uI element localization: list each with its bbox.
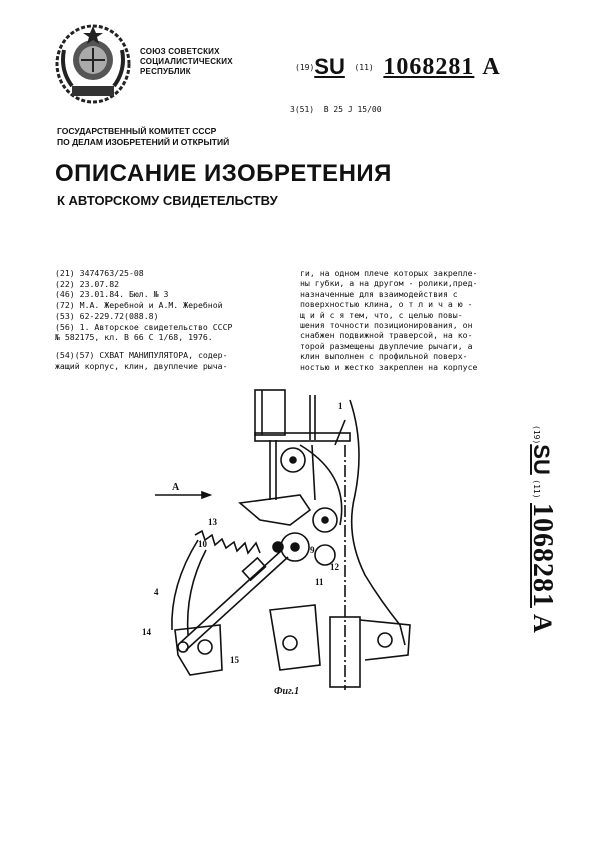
figure-label: 9	[310, 545, 315, 555]
biblio-row: № 582175, кл. В 66 С 1/68, 1976.	[55, 332, 213, 343]
country-code-tag: (19)	[295, 63, 315, 72]
abstract-line: жащий корпус, клин, двуплечие рыча-	[55, 361, 228, 371]
abstract-line: (54)(57) СХВАТ МАНИПУЛЯТОРА, содер-	[55, 350, 228, 360]
biblio-row: (53) 62-229.72(088.8)	[55, 310, 159, 321]
patent-number: 1068281	[383, 54, 475, 80]
abstract-line: назначенные для взаимодействия с	[300, 288, 458, 299]
union-line: РЕСПУБЛИК	[140, 67, 191, 76]
figure-label: 15	[230, 655, 239, 665]
abstract-line: торой размещены двуплечие рычаги, а	[300, 340, 473, 351]
publication-number	[295, 54, 500, 81]
figure-label: 1	[338, 401, 343, 411]
country-code-tag: (19)	[532, 425, 541, 445]
abstract-right	[300, 268, 530, 372]
number-tag: (11)	[532, 479, 541, 499]
abstract-line: щ и й с я тем, что, с целью повы-	[300, 309, 463, 320]
document-subtitle: К АВТОРСКОМУ СВИДЕТЕЛЬСТВУ	[57, 193, 278, 208]
union-line: СОЮЗ СОВЕТСКИХ	[140, 47, 220, 56]
country-code: SU	[529, 444, 554, 475]
figure-label: 14	[142, 627, 151, 637]
kind-code: A	[482, 54, 500, 80]
abstract-line: ги, на одном плече которых закрепле-	[300, 268, 478, 278]
side-publication-number	[518, 425, 558, 665]
committee-line: ПО ДЕЛАМ ИЗОБРЕТЕНИЙ И ОТКРЫТИЙ	[57, 137, 230, 147]
number-tag: (11)	[354, 63, 374, 72]
abstract-line: снабжен подвижной траверсой, на ко-	[300, 330, 473, 341]
biblio-row: (56) 1. Авторское свидетельство СССР	[55, 321, 233, 332]
figure-label: 13	[208, 517, 217, 527]
kind-code: A	[528, 614, 557, 633]
figure-label: A	[172, 482, 180, 493]
bibliographic-data	[55, 268, 275, 343]
document-title: ОПИСАНИЕ ИЗОБРЕТЕНИЯ	[55, 160, 392, 187]
abstract-line: клин выполнен с профильной поверх-	[300, 351, 468, 362]
figure-label: 12	[330, 562, 339, 572]
committee-line: ГОСУДАРСТВЕННЫЙ КОМИТЕТ СССР	[57, 126, 217, 136]
biblio-row: (72) М.А. Жеребной и А.М. Жеребной	[55, 300, 223, 311]
patent-number: 1068281	[527, 503, 558, 608]
figure-label: 11	[315, 577, 324, 587]
figure-label: 4	[154, 587, 159, 597]
figure-caption: Фиг.1	[274, 686, 300, 697]
figure-label: 10	[198, 539, 207, 549]
country-code: SU	[314, 54, 345, 79]
ipc-classification	[290, 105, 382, 114]
abstract-line: ны губки, а на другом - ролики,пред-	[300, 278, 478, 289]
biblio-row: (21) 3474763/25-08	[55, 268, 144, 278]
union-line: СОЦИАЛИСТИЧЕСКИХ	[140, 57, 233, 66]
biblio-row: (46) 23.01.84. Бюл. № 3	[55, 289, 169, 300]
ipc-tag: 3(51)	[290, 105, 315, 114]
biblio-row: (22) 23.07.82	[55, 278, 120, 289]
abstract-line: ностью и жестко закреплен на корпусе	[300, 361, 478, 372]
gripper-drawing	[142, 385, 430, 705]
abstract-line: шения точности позиционирования, он	[300, 320, 473, 331]
abstract-line: поверхностью клина, о т л и ч а ю -	[300, 299, 473, 310]
abstract-left	[55, 350, 280, 372]
ipc-code: В 25 J 15/00	[323, 105, 382, 114]
ussr-emblem-icon	[52, 20, 134, 108]
